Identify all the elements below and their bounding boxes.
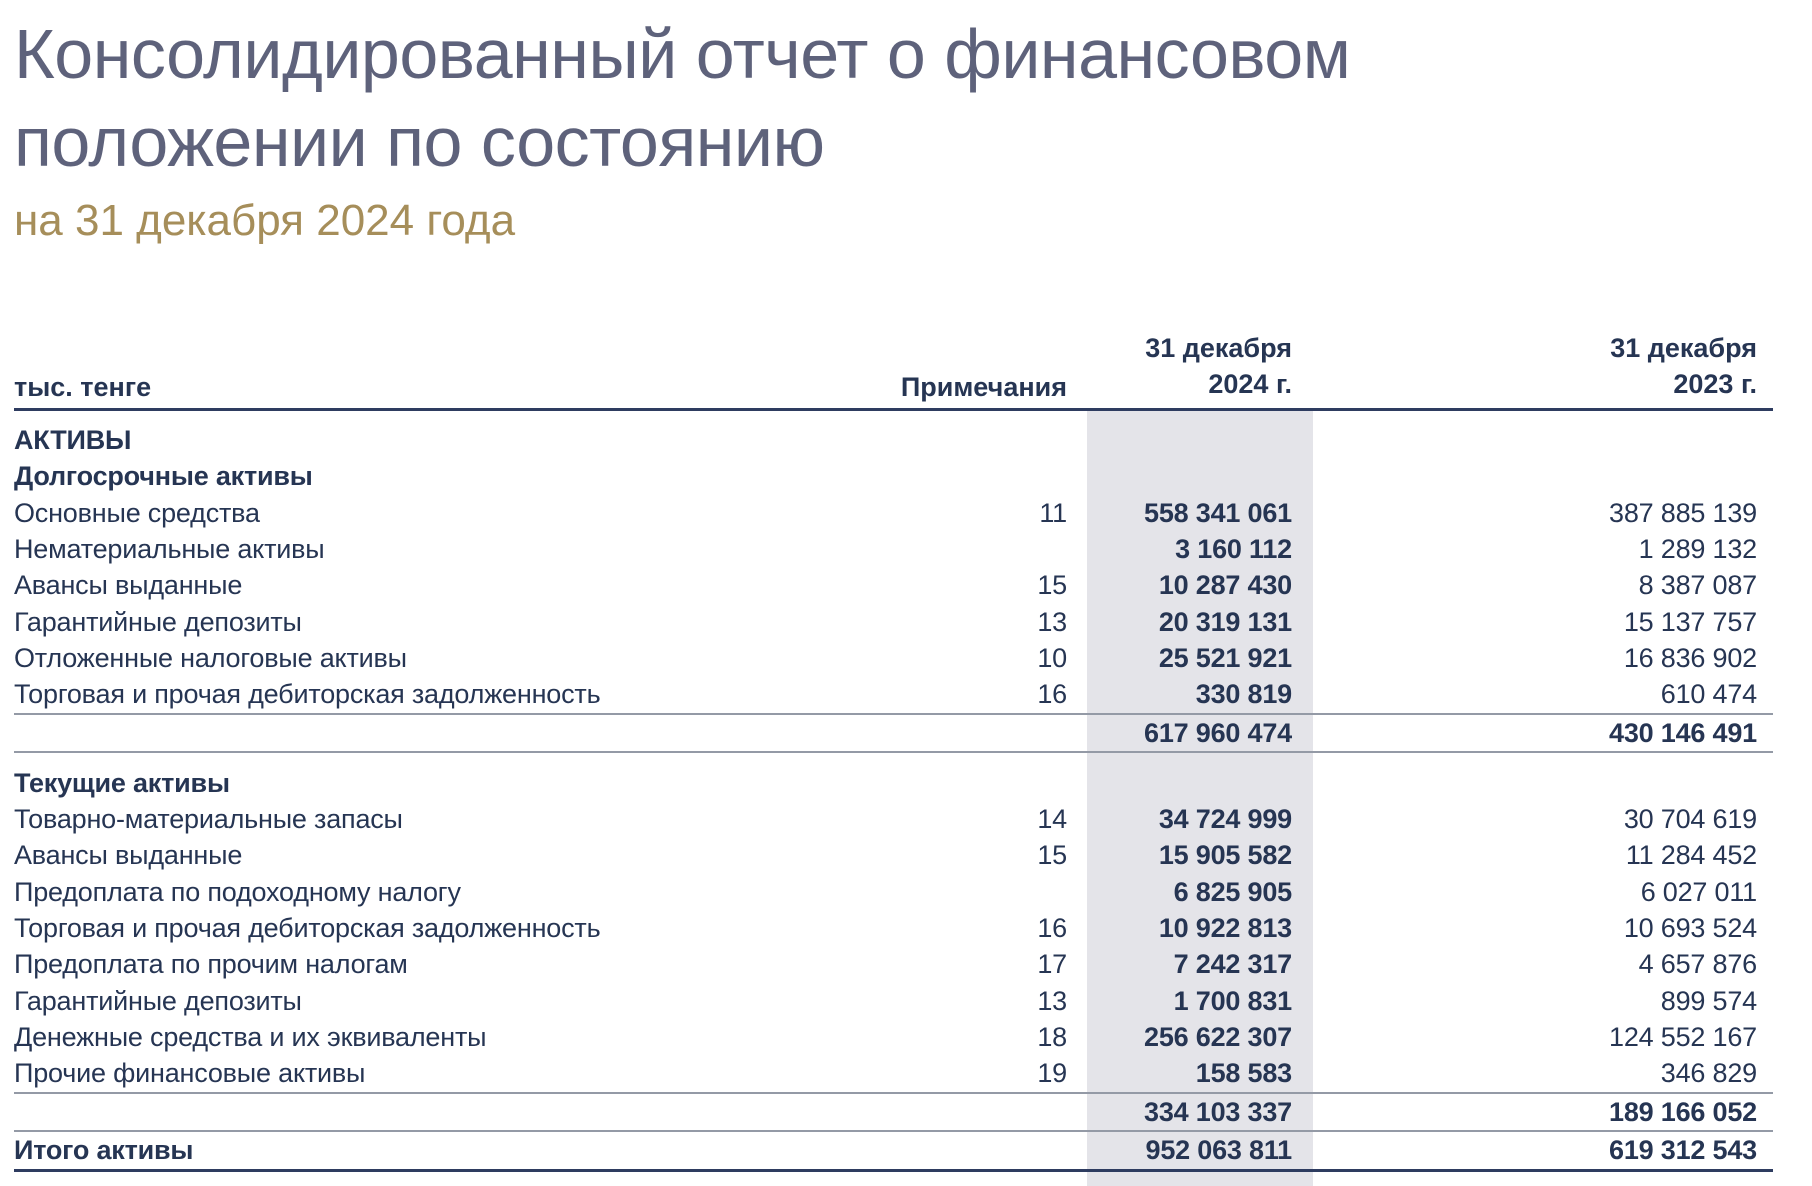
row-value-2023: 189 166 052 [1609, 1096, 1757, 1127]
table-row [14, 495, 1773, 531]
row-label: Прочие финансовые активы [14, 1058, 366, 1089]
table-row [14, 1055, 1773, 1091]
row-note: 16 [1037, 912, 1067, 943]
row-value-2024: 34 724 999 [1158, 803, 1292, 834]
row-value-2024: 952 063 811 [1145, 1134, 1292, 1165]
row-label: Товарно-материальные запасы [14, 803, 403, 834]
row-value-2024: 1 700 831 [1173, 985, 1292, 1016]
row-value-2023: 430 146 491 [1609, 717, 1757, 748]
row-label: Гарантийные депозиты [14, 985, 302, 1016]
page-title-line2: положении по состоянию [14, 103, 825, 181]
row-value-2023: 1 289 132 [1638, 533, 1757, 564]
row-value-2023: 4 657 876 [1638, 949, 1757, 980]
row-value-2024: 20 319 131 [1158, 606, 1292, 637]
column-header-2024-line2: 2024 г. [1208, 369, 1292, 399]
page-subtitle: на 31 декабря 2024 года [14, 196, 516, 245]
table-row [14, 713, 1773, 753]
table-row [14, 910, 1773, 946]
row-value-2024: 25 521 921 [1158, 642, 1292, 673]
column-header-2024-line1: 31 декабря [1145, 333, 1292, 363]
notes-column-header: Примечания [900, 372, 1067, 402]
row-note: 14 [1037, 803, 1067, 834]
row-value-2023: 15 137 757 [1623, 606, 1757, 637]
table-row [14, 567, 1773, 603]
unit-label: тыс. тенге [14, 372, 152, 402]
table-row [14, 458, 1773, 494]
row-label: Нематериальные активы [14, 533, 325, 564]
row-value-2023: 8 387 087 [1638, 570, 1757, 601]
row-value-2023: 30 704 619 [1623, 803, 1757, 834]
row-note: 16 [1037, 679, 1067, 710]
page-title-line1: Консолидированный отчет о финансовом [14, 15, 1351, 93]
table-row [14, 801, 1773, 837]
table-row [14, 946, 1773, 982]
row-label: Авансы выданные [14, 840, 243, 871]
row-value-2024: 10 287 430 [1158, 570, 1292, 601]
row-label: Денежные средства и их эквиваленты [14, 1021, 487, 1052]
row-label: Предоплата по прочим налогам [14, 949, 408, 980]
table-row [14, 983, 1773, 1019]
row-note: 17 [1037, 949, 1067, 980]
row-label: Предоплата по подоходному налогу [14, 876, 461, 907]
table-row [14, 1019, 1773, 1055]
row-label: Торговая и прочая дебиторская задолженность [14, 912, 601, 943]
row-value-2024: 158 583 [1195, 1058, 1292, 1089]
table-row [14, 604, 1773, 640]
column-header-2023-line2: 2023 г. [1673, 369, 1757, 399]
row-value-2023: 610 474 [1660, 679, 1757, 710]
row-value-2023: 124 552 167 [1609, 1021, 1757, 1052]
page-title [14, 10, 1514, 186]
row-value-2024: 334 103 337 [1144, 1096, 1292, 1127]
column-header-2023 [1610, 330, 1757, 402]
row-value-2024: 6 825 905 [1173, 876, 1292, 907]
row-value-2023: 16 836 902 [1623, 642, 1757, 673]
table-body [14, 410, 1773, 1172]
row-label: Долгосрочные активы [14, 461, 313, 492]
row-label: АКТИВЫ [14, 425, 132, 455]
row-label: Торговая и прочая дебиторская задолженность [14, 679, 601, 710]
row-value-2023: 6 027 011 [1640, 876, 1757, 907]
table-row [14, 753, 1773, 765]
table-row [14, 874, 1773, 910]
table-header [14, 332, 1773, 411]
row-note: 15 [1037, 840, 1067, 871]
row-value-2024: 256 622 307 [1144, 1021, 1292, 1052]
row-value-2024: 15 905 582 [1158, 840, 1292, 871]
row-value-2024: 330 819 [1195, 679, 1292, 710]
row-note: 18 [1037, 1021, 1067, 1052]
row-value-2024: 617 960 474 [1144, 717, 1292, 748]
row-note: 11 [1039, 497, 1067, 528]
row-value-2024: 10 922 813 [1158, 912, 1292, 943]
table-row [14, 640, 1773, 676]
table-row [14, 422, 1773, 458]
row-value-2023: 619 312 543 [1609, 1134, 1757, 1165]
row-value-2023: 899 574 [1660, 985, 1757, 1016]
table-row [14, 531, 1773, 567]
row-value-2023: 11 284 452 [1625, 840, 1757, 871]
row-note: 13 [1037, 606, 1067, 637]
table-row [14, 676, 1773, 712]
row-note: 15 [1037, 570, 1067, 601]
row-label: Отложенные налоговые активы [14, 642, 407, 673]
row-label: Авансы выданные [14, 570, 243, 601]
row-value-2024: 7 242 317 [1173, 949, 1292, 980]
row-value-2024: 558 341 061 [1144, 497, 1292, 528]
row-value-2023: 346 829 [1660, 1058, 1757, 1089]
row-label: Основные средства [14, 497, 260, 528]
table-row [14, 765, 1773, 801]
table-row [14, 837, 1773, 873]
column-header-2023-line1: 31 декабря [1610, 333, 1757, 363]
table-row [14, 1132, 1773, 1172]
row-value-2024: 3 160 112 [1175, 533, 1292, 564]
row-note: 10 [1037, 642, 1067, 673]
table-row [14, 1092, 1773, 1132]
row-label: Текущие активы [14, 767, 230, 798]
row-note: 19 [1037, 1058, 1067, 1089]
row-label: Итого активы [14, 1134, 194, 1165]
column-header-2024 [1145, 330, 1292, 402]
row-label: Гарантийные депозиты [14, 606, 302, 637]
row-note: 13 [1037, 985, 1067, 1016]
row-value-2023: 387 885 139 [1609, 497, 1757, 528]
row-value-2023: 10 693 524 [1623, 912, 1757, 943]
